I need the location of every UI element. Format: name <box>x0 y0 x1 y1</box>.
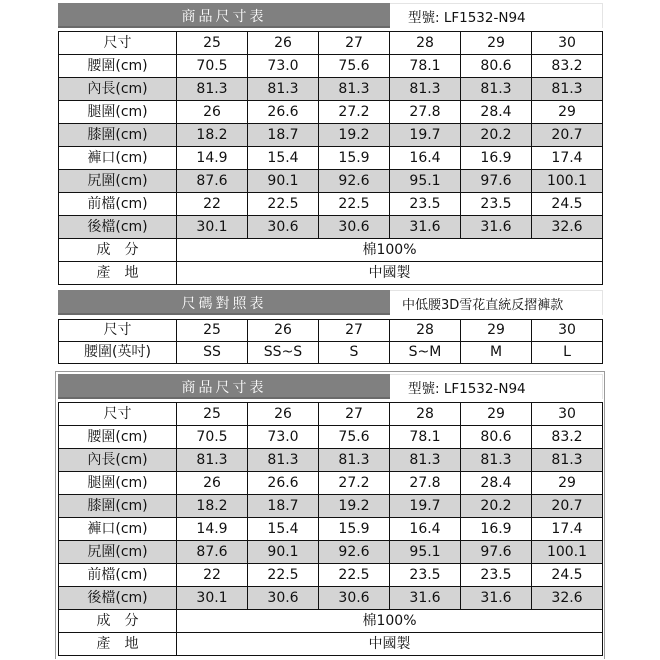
table-cell: 28.4 <box>461 472 532 495</box>
table-cell: 18.7 <box>248 495 319 518</box>
table-row <box>59 564 603 587</box>
size-cell: 26 <box>248 32 319 55</box>
table-cell: 31.6 <box>461 587 532 610</box>
row-label: 內長(cm) <box>59 449 177 472</box>
table-cell: 100.1 <box>532 170 603 193</box>
size-cell: 28 <box>390 32 461 55</box>
table-row <box>59 472 603 495</box>
table-cell: 27.2 <box>319 101 390 124</box>
table-cell: 28.4 <box>461 101 532 124</box>
table-cell: 90.1 <box>248 170 319 193</box>
table-row <box>59 587 603 610</box>
table-cell: 15.9 <box>319 147 390 170</box>
table-cell: 29 <box>532 472 603 495</box>
table-cell: 30.6 <box>248 587 319 610</box>
origin-row <box>59 262 603 285</box>
size-table-1 <box>58 31 603 285</box>
size-chart-table <box>58 319 603 364</box>
table-cell: SS <box>177 342 248 364</box>
table-cell: 16.4 <box>390 147 461 170</box>
table-row <box>59 449 603 472</box>
table-cell: 81.3 <box>248 449 319 472</box>
table-cell: 81.3 <box>532 449 603 472</box>
size-cell: 27 <box>319 403 390 426</box>
model-number: 型號: LF1532-N94 <box>390 3 603 28</box>
table-cell: 20.7 <box>532 124 603 147</box>
table-cell: 81.3 <box>532 78 603 101</box>
table-cell: 15.9 <box>319 518 390 541</box>
table-cell: 30.1 <box>177 587 248 610</box>
table-row <box>59 426 603 449</box>
table-cell: 15.4 <box>248 518 319 541</box>
table-cell: 23.5 <box>390 564 461 587</box>
table-cell: 73.0 <box>248 55 319 78</box>
table-cell: 22 <box>177 193 248 216</box>
origin-row <box>59 633 603 656</box>
table-cell: 75.6 <box>319 426 390 449</box>
table-cell: 80.6 <box>461 55 532 78</box>
row-label: 褲口(cm) <box>59 518 177 541</box>
table-cell: 18.2 <box>177 124 248 147</box>
table-cell: 78.1 <box>390 426 461 449</box>
composition-row <box>59 610 603 633</box>
row-label: 腿圍(cm) <box>59 101 177 124</box>
model-number: 型號: LF1532-N94 <box>390 374 603 399</box>
composition-value: 棉100% <box>177 239 603 262</box>
size-cell: 26 <box>248 403 319 426</box>
size-chart-header <box>58 290 603 315</box>
table-cell: 30.6 <box>319 587 390 610</box>
table-cell: 23.5 <box>390 193 461 216</box>
table-cell: 19.2 <box>319 495 390 518</box>
table-cell: 90.1 <box>248 541 319 564</box>
size-header-label: 尺寸 <box>59 32 177 55</box>
table-cell: 30.6 <box>319 216 390 239</box>
size-header-row <box>59 32 603 55</box>
table-row <box>59 124 603 147</box>
size-table-header-2 <box>58 374 603 399</box>
table-cell: 81.3 <box>177 449 248 472</box>
size-table-header-1 <box>58 3 603 28</box>
size-cell: 29 <box>461 320 532 342</box>
row-label: 腰圍(英吋) <box>59 342 177 364</box>
size-cell: 28 <box>390 320 461 342</box>
size-cell: 29 <box>461 403 532 426</box>
table-row <box>59 495 603 518</box>
row-label: 褲口(cm) <box>59 147 177 170</box>
table-cell: 97.6 <box>461 170 532 193</box>
size-table-section-2 <box>58 374 603 656</box>
row-label: 尻圍(cm) <box>59 170 177 193</box>
table-cell: 75.6 <box>319 55 390 78</box>
row-label: 腰圍(cm) <box>59 426 177 449</box>
table-cell: 20.2 <box>461 495 532 518</box>
table-cell: 24.5 <box>532 193 603 216</box>
table-row <box>59 170 603 193</box>
table-row <box>59 147 603 170</box>
size-header-row <box>59 403 603 426</box>
row-label: 膝圍(cm) <box>59 495 177 518</box>
table-cell: 19.7 <box>390 495 461 518</box>
composition-label: 成 分 <box>59 239 177 262</box>
table-cell: 27.8 <box>390 101 461 124</box>
table-cell: 15.4 <box>248 147 319 170</box>
size-chart-title: 尺碼對照表 <box>58 290 390 315</box>
table-cell: 81.3 <box>319 78 390 101</box>
table-row <box>59 101 603 124</box>
table-cell: 22.5 <box>248 193 319 216</box>
table-cell: 19.2 <box>319 124 390 147</box>
table-row <box>59 193 603 216</box>
table-cell: 14.9 <box>177 518 248 541</box>
table-row <box>59 78 603 101</box>
size-table-section-1 <box>58 3 603 285</box>
composition-row <box>59 239 603 262</box>
size-table-title: 商品尺寸表 <box>58 374 390 399</box>
table-cell: 81.3 <box>461 449 532 472</box>
size-header-label: 尺寸 <box>59 320 177 342</box>
table-cell: 19.7 <box>390 124 461 147</box>
table-row <box>59 541 603 564</box>
row-label: 腰圍(cm) <box>59 55 177 78</box>
size-chart-section <box>58 290 603 364</box>
table-cell: 32.6 <box>532 216 603 239</box>
table-cell: 100.1 <box>532 541 603 564</box>
origin-label: 產 地 <box>59 262 177 285</box>
origin-value: 中國製 <box>177 633 603 656</box>
table-cell: 18.7 <box>248 124 319 147</box>
table-cell: 23.5 <box>461 193 532 216</box>
row-label: 後檔(cm) <box>59 587 177 610</box>
table-cell: 20.2 <box>461 124 532 147</box>
table-cell: 17.4 <box>532 147 603 170</box>
row-label: 前檔(cm) <box>59 564 177 587</box>
size-table-title: 商品尺寸表 <box>58 3 390 28</box>
size-cell: 29 <box>461 32 532 55</box>
table-cell: 80.6 <box>461 426 532 449</box>
table-cell: 70.5 <box>177 426 248 449</box>
table-cell: 16.9 <box>461 518 532 541</box>
row-label: 前檔(cm) <box>59 193 177 216</box>
product-name: 中低腰3D雪花直統反摺褲款 <box>390 290 603 315</box>
size-cell: 25 <box>177 403 248 426</box>
table-cell: M <box>461 342 532 364</box>
size-cell: 27 <box>319 32 390 55</box>
size-header-label: 尺寸 <box>59 403 177 426</box>
table-cell: 81.3 <box>390 78 461 101</box>
size-table-2 <box>58 402 603 656</box>
size-cell: 25 <box>177 32 248 55</box>
table-cell: 22.5 <box>319 564 390 587</box>
row-label: 尻圍(cm) <box>59 541 177 564</box>
table-cell: 26.6 <box>248 472 319 495</box>
table-cell: 22 <box>177 564 248 587</box>
size-cell: 30 <box>532 32 603 55</box>
table-cell: L <box>532 342 603 364</box>
table-cell: 95.1 <box>390 541 461 564</box>
size-cell: 30 <box>532 320 603 342</box>
table-cell: 22.5 <box>319 193 390 216</box>
table-cell: 78.1 <box>390 55 461 78</box>
table-cell: 27.8 <box>390 472 461 495</box>
table-cell: 81.3 <box>248 78 319 101</box>
composition-value: 棉100% <box>177 610 603 633</box>
table-cell: 87.6 <box>177 541 248 564</box>
waist-size-row <box>59 342 603 364</box>
table-cell: S~M <box>390 342 461 364</box>
table-row <box>59 216 603 239</box>
table-cell: 26 <box>177 101 248 124</box>
table-cell: 18.2 <box>177 495 248 518</box>
table-cell: 24.5 <box>532 564 603 587</box>
table-cell: 22.5 <box>248 564 319 587</box>
size-cell: 26 <box>248 320 319 342</box>
table-cell: 26.6 <box>248 101 319 124</box>
size-header-row <box>59 320 603 342</box>
table-cell: 20.7 <box>532 495 603 518</box>
table-cell: 29 <box>532 101 603 124</box>
size-cell: 28 <box>390 403 461 426</box>
row-label: 內長(cm) <box>59 78 177 101</box>
size-cell: 27 <box>319 320 390 342</box>
table-cell: 81.3 <box>177 78 248 101</box>
table-cell: 16.9 <box>461 147 532 170</box>
table-cell: 17.4 <box>532 518 603 541</box>
row-label: 腿圍(cm) <box>59 472 177 495</box>
table-cell: 92.6 <box>319 170 390 193</box>
table-cell: 95.1 <box>390 170 461 193</box>
size-cell: 30 <box>532 403 603 426</box>
table-cell: 81.3 <box>319 449 390 472</box>
table-cell: 31.6 <box>461 216 532 239</box>
table-cell: 81.3 <box>390 449 461 472</box>
origin-label: 產 地 <box>59 633 177 656</box>
table-cell: 83.2 <box>532 426 603 449</box>
table-cell: 23.5 <box>461 564 532 587</box>
table-cell: 27.2 <box>319 472 390 495</box>
table-cell: 16.4 <box>390 518 461 541</box>
table-cell: S <box>319 342 390 364</box>
table-cell: 30.1 <box>177 216 248 239</box>
table-row <box>59 55 603 78</box>
table-cell: 14.9 <box>177 147 248 170</box>
table-cell: 87.6 <box>177 170 248 193</box>
composition-label: 成 分 <box>59 610 177 633</box>
table-cell: SS~S <box>248 342 319 364</box>
size-cell: 25 <box>177 320 248 342</box>
row-label: 後檔(cm) <box>59 216 177 239</box>
table-cell: 70.5 <box>177 55 248 78</box>
table-cell: 73.0 <box>248 426 319 449</box>
table-cell: 26 <box>177 472 248 495</box>
table-cell: 92.6 <box>319 541 390 564</box>
table-row <box>59 518 603 541</box>
table-cell: 31.6 <box>390 216 461 239</box>
table-cell: 31.6 <box>390 587 461 610</box>
table-cell: 81.3 <box>461 78 532 101</box>
table-cell: 83.2 <box>532 55 603 78</box>
table-cell: 30.6 <box>248 216 319 239</box>
table-cell: 32.6 <box>532 587 603 610</box>
table-cell: 97.6 <box>461 541 532 564</box>
origin-value: 中國製 <box>177 262 603 285</box>
row-label: 膝圍(cm) <box>59 124 177 147</box>
